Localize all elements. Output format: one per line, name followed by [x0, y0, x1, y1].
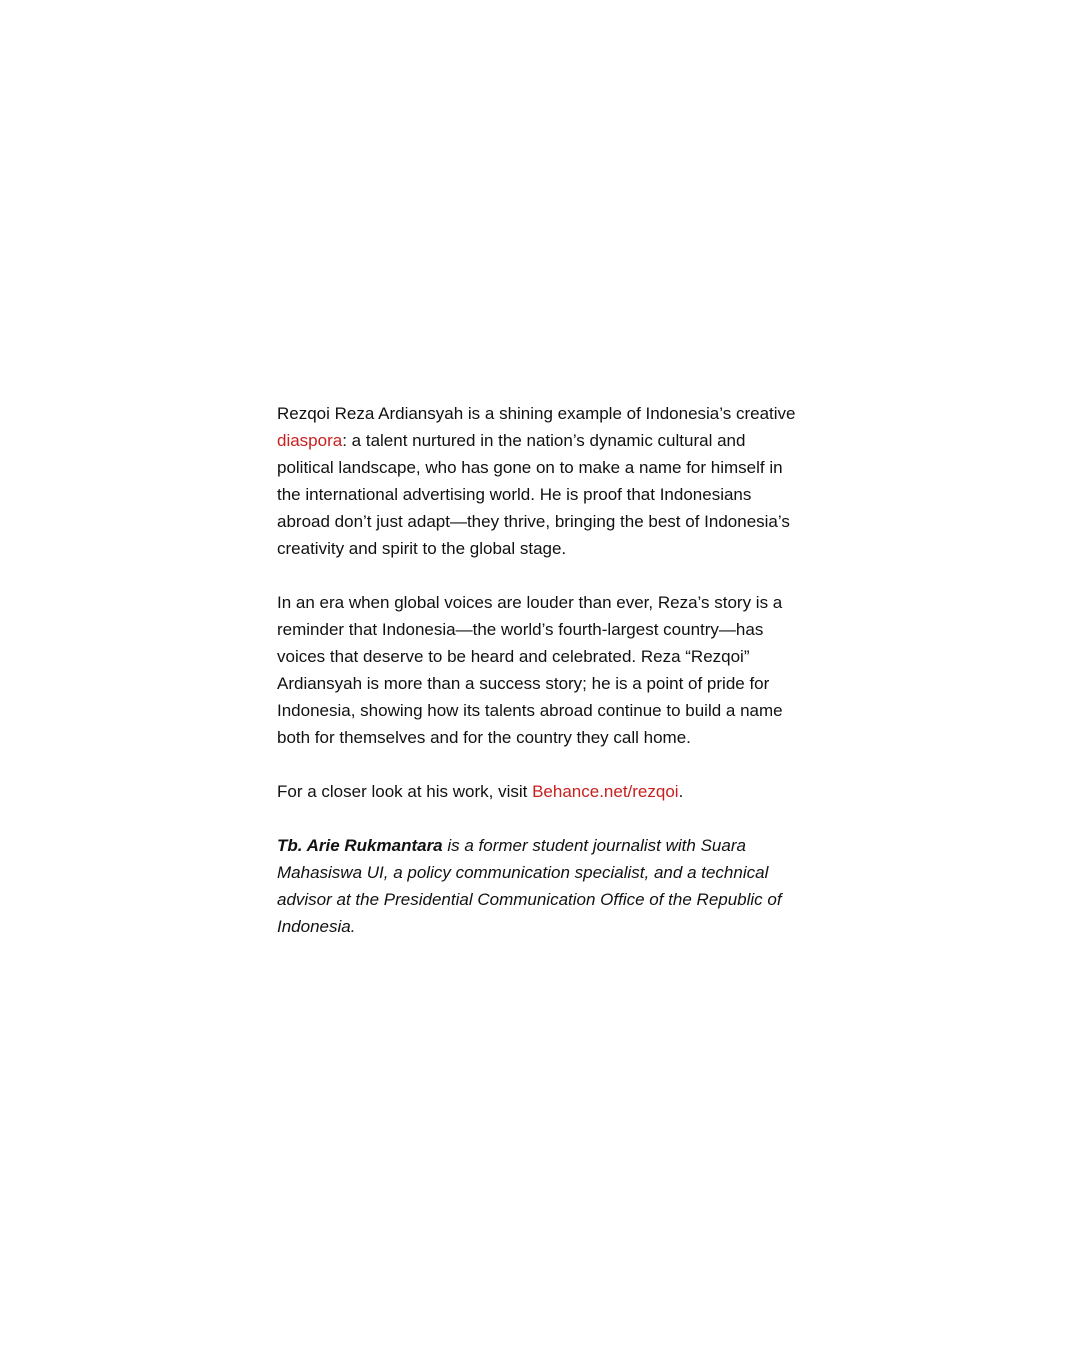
closer-look-text: For a closer look at his work, visit [277, 782, 533, 801]
closer-look-period: . [678, 782, 684, 801]
diaspora-link[interactable]: diaspora [277, 431, 343, 450]
paragraph-closer-look [277, 778, 797, 805]
paragraph-intro-text-start: Rezqoi Reza Ardiansyah is a shining example of Indonesia’s creative [277, 404, 796, 423]
author-name: Tb. Arie Rukmantara [277, 836, 443, 855]
paragraph-intro [277, 400, 797, 562]
author-bio [277, 832, 797, 940]
author-bio-text: is a former student journalist with Suara Mahasiswa UI, a policy communication specialist, and a technical advisor at the Presidential Communication Office of the Republic of Indonesia. [277, 836, 782, 936]
paragraph-era: In an era when global voices are louder than ever, Reza’s story is a reminder that Indonesia—the world’s fourth-largest country—has voices that deserve to be heard and celebrated. Reza “Rezqoi” Ardiansyah is more than a success story; he is a point of pride for Indonesia, showing how its talents abroad continue to build a name both for themselves and for the country they call home. [277, 593, 783, 747]
article-body [277, 400, 797, 940]
paragraph-intro-text-end: : a talent nurtured in the nation’s dynamic cultural and political landscape, who has gone on to make a name for himself in the international advertising world. He is proof that Indonesians abroad don’t just adapt—they thrive, bringing the best of Indonesia’s creativity and spirit to the global stage. [277, 431, 790, 558]
behance-link[interactable]: Behance.net/rezqoi [532, 782, 679, 801]
